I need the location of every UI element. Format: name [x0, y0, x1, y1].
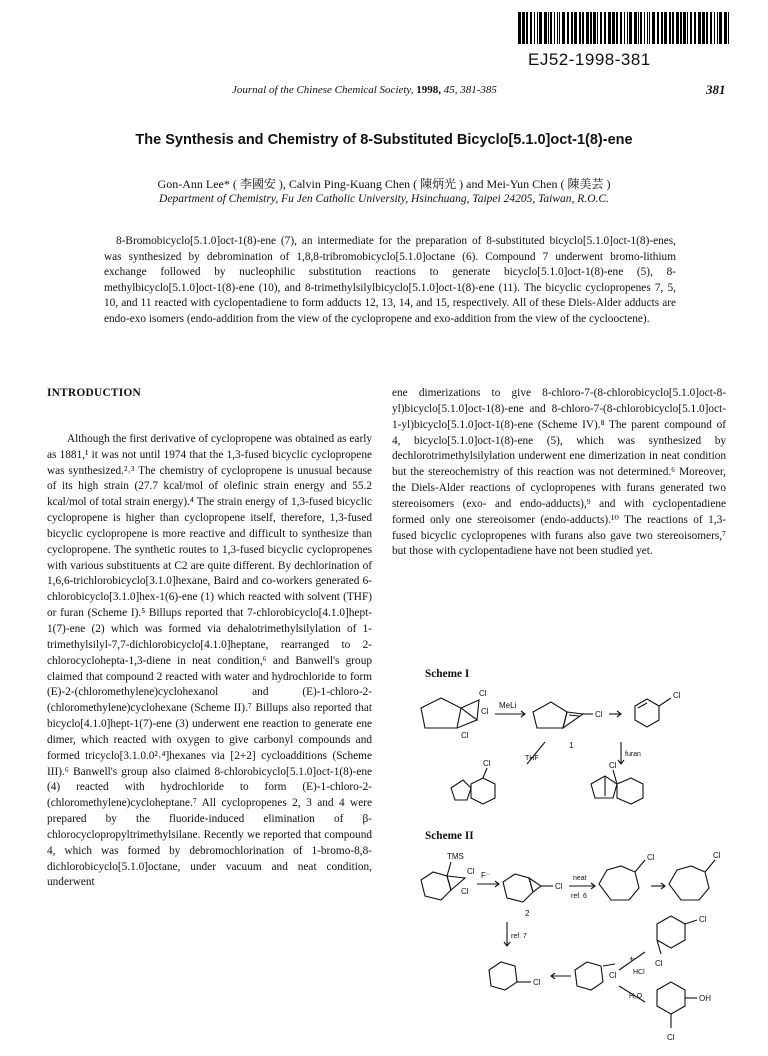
- compound-number: 2: [525, 909, 530, 918]
- atom-cl-label: Cl: [673, 691, 681, 700]
- reagent-label: H₂O: [629, 993, 643, 1000]
- barcode-bar: [690, 12, 692, 44]
- methylenecyclohexene-structure: [489, 962, 531, 990]
- document-id: EJ52-1998-381: [528, 50, 651, 69]
- barcode-bar: [634, 12, 637, 44]
- chlorocycloheptatriene-structure: [669, 860, 715, 900]
- barcode: [518, 12, 732, 44]
- barcode-bar: [649, 12, 650, 44]
- barcode-bar: [530, 12, 532, 44]
- barcode-bar: [680, 12, 682, 44]
- journal-volume: 45,: [443, 84, 458, 96]
- solvent-label: THF: [525, 755, 539, 762]
- condition-label: neat: [573, 875, 587, 882]
- barcode-bar: [544, 12, 547, 44]
- barcode-bar: [537, 12, 538, 44]
- barcode-bar: [644, 12, 645, 44]
- chlorocyclohexadiene-structure: [635, 698, 671, 727]
- barcode-bar: [567, 12, 569, 44]
- barcode-bar: [719, 12, 722, 44]
- atom-cl-label: Cl: [699, 915, 707, 924]
- scheme-i-diagram: [395, 684, 730, 814]
- barcode-bar: [539, 12, 542, 44]
- barcode-bar: [550, 12, 552, 44]
- barcode-bar: [534, 12, 535, 44]
- reference-label: ref. 6: [571, 893, 587, 900]
- barcode-bar: [661, 12, 663, 44]
- barcode-bar: [640, 12, 642, 44]
- barcode-bar: [582, 12, 584, 44]
- barcode-bar: [676, 12, 679, 44]
- reference-label: ref. 7: [511, 933, 527, 940]
- hydroxyl-label: OH: [699, 994, 711, 1003]
- barcode-bar: [557, 12, 558, 44]
- left-column: [47, 386, 372, 891]
- barcode-bar: [600, 12, 602, 44]
- atom-cl-label: Cl: [667, 1033, 675, 1042]
- barcode-bar: [664, 12, 667, 44]
- barcode-bar: [714, 12, 715, 44]
- atom-cl-label: Cl: [609, 761, 617, 770]
- barcode-bar: [616, 12, 618, 44]
- journal-pages: 381-385: [460, 84, 497, 96]
- atom-cl-label: Cl: [479, 689, 487, 698]
- atom-cl-label: Cl: [713, 851, 721, 860]
- atom-cl-label: Cl: [595, 710, 603, 719]
- atom-cl-label: Cl: [655, 959, 663, 968]
- abstract: 8-Bromobicyclo[5.1.0]oct-1(8)-ene (7), an intermediate for the preparation of 8-substituted bicyclo[5.1.0]oct-1(8)-enes, was synthesized by debromination of 1,8,8-tribromobicyclo[5.1.0]octane (6). Compound 7 underwent bromo-lithium exchange followed by nucleophilic substitution reactions to generate bicyclo[5.1.0]oct-1(8)-ene (5), 8-methylbicyclo[5.1.0]oct-1(8)-ene (10), and 8-trimethylsilylbicyclo[5.1.0]oct-1(8)-ene (11). The bicyclic cyclopropenes 7, 5, 10, and 11 reacted with cyclopentadiene to form adducts 12, 13, 14, and 15, respectively. All of these Diels-Alder adducts are endo-exo isomers (endo-addition from the view of the cyclopropene and exo-addition from the view of the cyclooctene).: [104, 235, 676, 325]
- scheme-ii-diagram: [395, 846, 730, 1046]
- journal-name: Journal of the Chinese Chemical Society,: [232, 84, 414, 96]
- atom-cl-label: Cl: [555, 882, 563, 891]
- page-number: 381: [706, 82, 726, 97]
- barcode-bar: [526, 12, 528, 44]
- reagent-label: HCl: [633, 969, 645, 976]
- barcode-bar: [579, 12, 581, 44]
- atom-cl-label: Cl: [481, 707, 489, 716]
- barcode-bar: [657, 12, 659, 44]
- barcode-bar: [624, 12, 625, 44]
- reagent-label: MeLi: [499, 701, 517, 710]
- barcode-bar: [554, 12, 555, 44]
- barcode-bar: [612, 12, 615, 44]
- barcode-bar: [672, 12, 674, 44]
- reagent-label: furan: [625, 751, 641, 758]
- atom-cl-label: Cl: [533, 978, 541, 987]
- right-column: [392, 386, 726, 560]
- section-heading-introduction: INTRODUCTION: [47, 387, 141, 399]
- barcode-bar: [559, 12, 560, 44]
- compound-number: 1: [569, 741, 574, 750]
- barcode-bar: [562, 12, 565, 44]
- thf-adduct-structure: [451, 768, 495, 804]
- chlorobicycloheptene-structure: [503, 874, 553, 902]
- barcode-bar: [548, 12, 549, 44]
- barcode-bar: [604, 12, 606, 44]
- intro-paragraph: Although the first derivative of cyclopropene was obtained as early as 1881,¹ it was not until 1974 that the 1,3-fused bicyclic cyclopropene was synthesized.²˒³ The chemistry of cyclopropene is unusual because of its high strain (27.7 kcal/mol of olefinic strain energy and 55.2 kcal/mol of total strain energy).⁴ The strain energy of 1,3-fused bicyclic cyclopropene is higher than cyclopropene itself, therefore, 1,3-fused bicyclic cyclopropene is more reactive and difficult to synthesize than cyclopropene. The synthetic routes to 1,3-fused bicyclic cyclopropenes with various substituents at C2 are quite different. By dechlorination of 1,6,6-trichlorobicyclo[3.1.0]hexane, Baird and co-workers generated 6-chlorobicyclo[3.1.0]hex-1(6)-ene (1) which reacted with solvent (THF) or furan (Scheme I).⁵ Billups reported that 7-chlorobicyclo[4.1.0]hept-1(7)-ene (2) which was formed via dehalotrimethylsilylation of 1-trimethylsilyl-7,7-dichlorobicyclo[4.1.0]heptane, rearranged to 2-chlorocyclohepta-1,3-diene in neat condition,⁶ and Banwell's group claimed that compound 2 reacted with water and hydrochloride to form (E)-2-(chloromethylene)cyclohexanol and (E)-1-chloro-2-(chloromethylene)cyclohexane (Scheme II).⁷ Billups also reported that bicyclo[4.1.0]hept-1(7)-ene (3) underwent ene reaction to generate ene dimer, which reacted with oxygen to give carbonyl compounds and formed tricyclo[3.1.0.0²˒⁴]hexanes via [2+2] cycloadditions (Scheme III).⁶ Banwell's group also claimed 8-chlorobicyclo[5.1.0]oct-1(8)-ene (4) reacted with hydrochloride to form (E)-1-chloro-2-(chloromethylene)cycloheptane.⁷ All cyclopropenes 2, 3 and 4 were prepared by the fluoride-induced elimination of β-chlorocyclopropyltrimethylsilane. Recently we reported that compound 4, which was formed by debromochlorination of 1-bromo-8,8-dichlorobicyclo[5.1.0]octane, under vacuum and neat condition, underwent: [47, 432, 372, 889]
- barcode-bar: [669, 12, 671, 44]
- barcode-bar: [608, 12, 611, 44]
- barcode-bar: [593, 12, 596, 44]
- chlorobicyclohexene-structure: [533, 702, 593, 728]
- barcode-bar: [522, 12, 525, 44]
- barcode-bar: [647, 12, 648, 44]
- journal-year: 1998,: [416, 84, 441, 96]
- barcode-bar: [590, 12, 592, 44]
- barcode-bar: [683, 12, 686, 44]
- reagent-label: F⁻: [481, 871, 491, 880]
- barcode-bar: [698, 12, 701, 44]
- trichloro-bicyclohexane-structure: [421, 698, 479, 728]
- barcode-bar: [728, 12, 729, 44]
- barcode-bar: [694, 12, 696, 44]
- barcode-bar: [706, 12, 708, 44]
- paper-title: The Synthesis and Chemistry of 8-Substituted Bicyclo[5.1.0]oct-1(8)-ene: [135, 132, 633, 148]
- plus-sign: +: [629, 954, 635, 964]
- atom-cl-label: Cl: [647, 853, 655, 862]
- barcode-bar: [652, 12, 655, 44]
- furan-adduct-structure: [591, 770, 643, 804]
- affiliation: Department of Chemistry, Fu Jen Catholic University, Hsinchuang, Taipei 24205, Taiwan, R.O.C.: [159, 193, 609, 205]
- tms-label: TMS: [447, 852, 464, 861]
- atom-cl-label: Cl: [609, 971, 617, 980]
- atom-cl-label: Cl: [461, 887, 469, 896]
- cyclohexanol-structure: [657, 982, 697, 1028]
- barcode-bar: [571, 12, 573, 44]
- barcode-bar: [586, 12, 589, 44]
- barcode-bar: [710, 12, 712, 44]
- atom-cl-label: Cl: [483, 759, 491, 768]
- barcode-bar: [717, 12, 718, 44]
- chlorocycloheptadiene-structure: [599, 860, 645, 900]
- barcode-bar: [627, 12, 628, 44]
- barcode-bar: [629, 12, 632, 44]
- atom-cl-label: Cl: [467, 867, 475, 876]
- barcode-bar: [702, 12, 705, 44]
- barcode-bar: [638, 12, 639, 44]
- journal-citation: [232, 84, 497, 96]
- dichloro-cyclohexane-structure: [657, 916, 697, 954]
- tms-bicycloheptane-structure: [421, 862, 465, 900]
- intro-paragraph-continued: ene dimerizations to give 8-chloro-7-(8-chlorobicyclo[5.1.0]oct-8-yl)bicyclo[5.1.0]oct-1(8)-ene and 8-chloro-7-(8-chlorobicyclo[5.1.0]oct-1-yl)bicyclo[5.1.0]oct-1(8)-ene (Scheme IV).⁸ The parent compound of 4, bicyclo[5.1.0]oct-1(8)-ene (5), which was synthesized by dechlorotrimethylsilylation underwent ene dimerization in neat condition but the stereochemistry of this reaction was not determined.⁶ Moreover, the Diels-Alder reactions of cyclopropenes with furans generated two stereoisomers (exo- and endo-adducts),⁹ and with cyclopentadiene formed only one stereoisomer (endo-adducts).¹⁰ The reactions of 1,3-fused bicyclic cyclopropenes with furans also gave two stereoisomers,⁷ but those with cyclopentadiene have not been studied yet.: [392, 387, 726, 558]
- author-list: Gon-Ann Lee* ( 李國安 ), Calvin Ping-Kuang Chen ( 陳炳光 ) and Mei-Yun Chen ( 陳美芸 ): [157, 177, 611, 191]
- barcode-bar: [574, 12, 577, 44]
- atom-cl-label: Cl: [461, 731, 469, 740]
- barcode-bar: [724, 12, 727, 44]
- barcode-bar: [620, 12, 622, 44]
- barcode-bar: [518, 12, 521, 44]
- barcode-bar: [597, 12, 598, 44]
- scheme-ii-label: Scheme II: [425, 830, 474, 842]
- scheme-i-label: Scheme I: [425, 668, 470, 680]
- barcode-bar: [687, 12, 688, 44]
